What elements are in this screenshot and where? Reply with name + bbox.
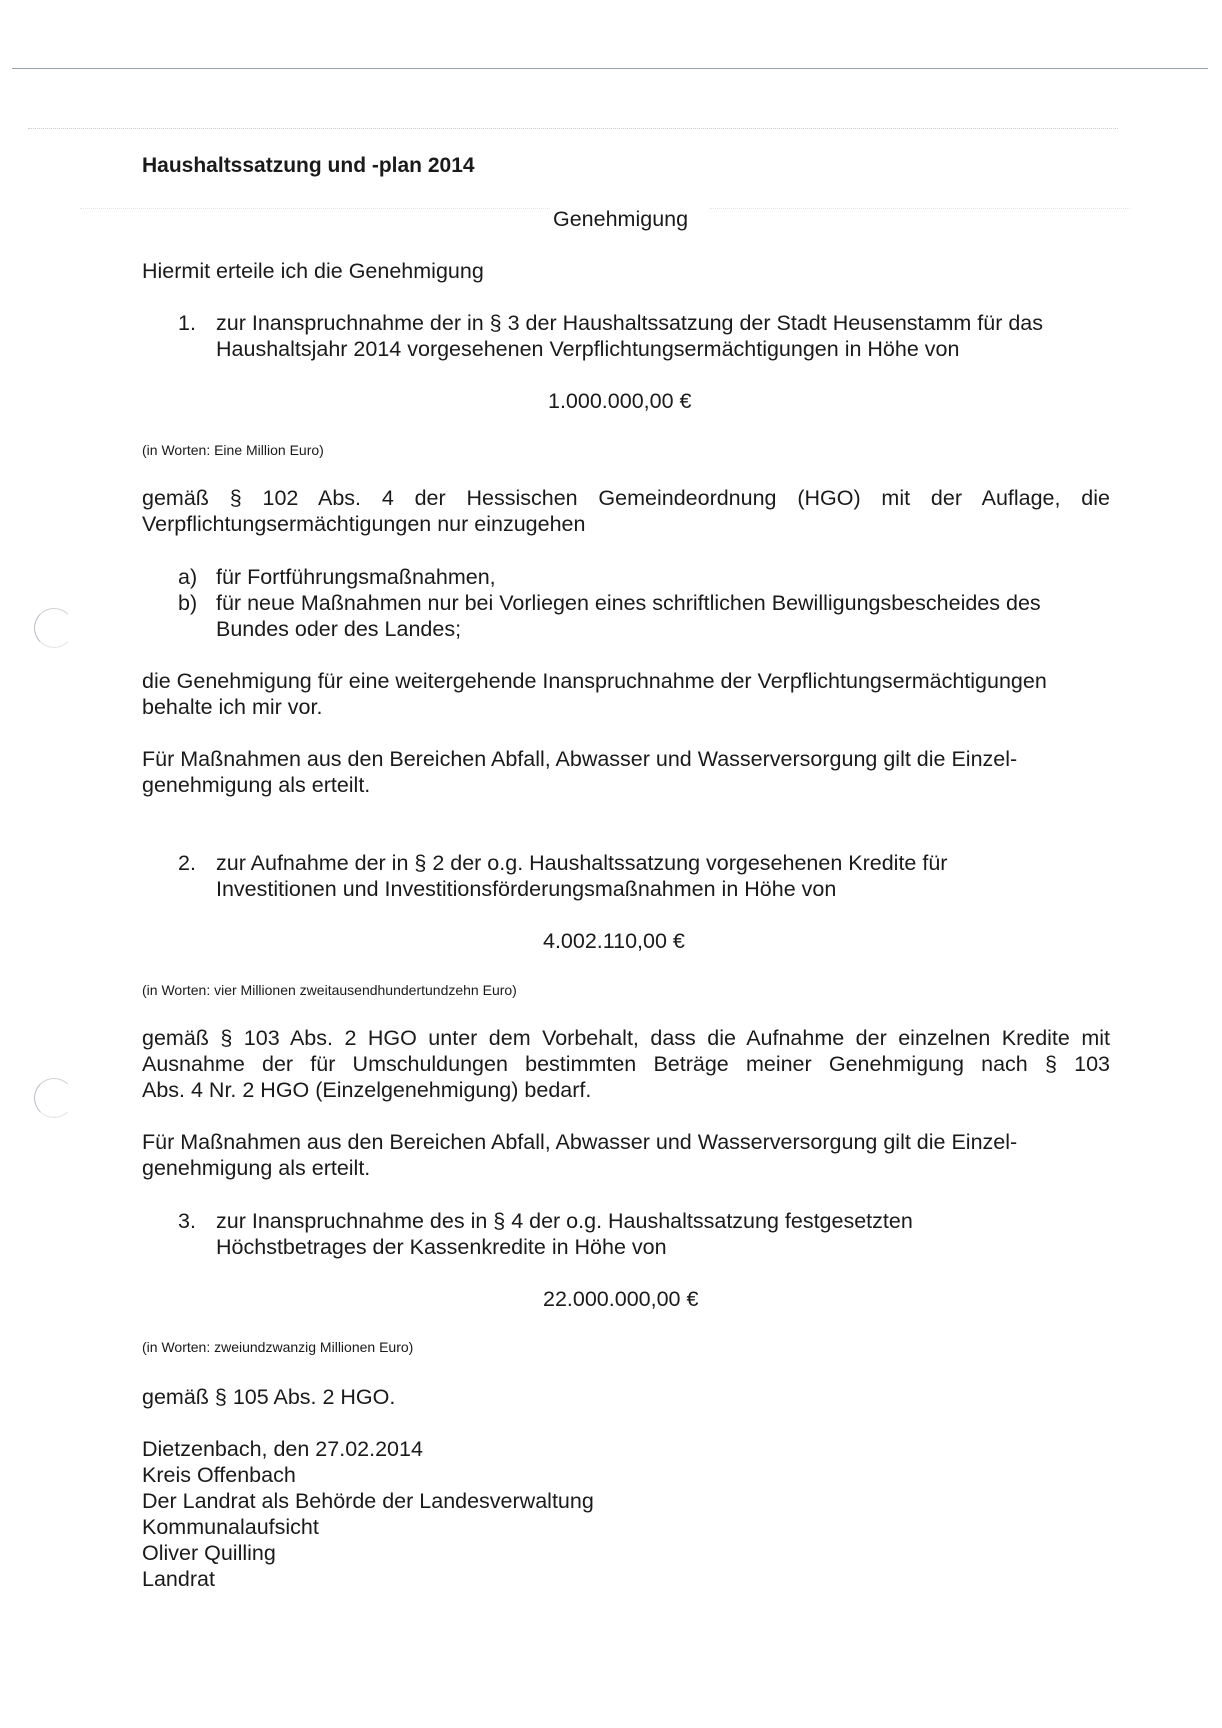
signature-district: Kreis Offenbach (142, 1463, 296, 1487)
item-1-number: 1. (178, 311, 196, 335)
signature-department: Kommunalaufsicht (142, 1515, 319, 1539)
punch-hole-lower (34, 1078, 74, 1118)
item-1-amount: 1.000.000,00 € (548, 389, 692, 413)
document-subheading: Genehmigung (553, 207, 689, 231)
waste-measures-text: Für Maßnahmen aus den Bereichen Abfall, Abwasser und Wasserversorgung gilt die Einzel- (142, 1130, 1018, 1154)
item-1-legal-text: gemäß § 102 Abs. 4 der Hessischen Gemeindeordnung (HGO) mit der Auflage, die (142, 486, 1110, 510)
waste-measures-text: genehmigung als erteilt. (142, 1156, 371, 1180)
item-2-number: 2. (178, 851, 196, 875)
item-3-number: 3. (178, 1209, 196, 1233)
item-3-in-words: (in Worten: zweiundzwanzig Millionen Euro) (142, 1339, 414, 1355)
item-2-legal-text: gemäß § 103 Abs. 2 HGO unter dem Vorbehalt, dass die Aufnahme der einzelnen Kredite mit (142, 1026, 1110, 1050)
item-1-in-words: (in Worten: Eine Million Euro) (142, 442, 324, 458)
item-1-line: Haushaltsjahr 2014 vorgesehenen Verpflichtungsermächtigungen in Höhe von (216, 337, 960, 361)
signature-title: Landrat (142, 1567, 215, 1591)
item-2-legal-text: Abs. 4 Nr. 2 HGO (Einzelgenehmigung) bedarf. (142, 1078, 592, 1102)
punch-hole-upper (34, 608, 74, 648)
scan-artifact-line (28, 128, 1118, 129)
item-2-line: zur Aufnahme der in § 2 der o.g. Haushaltssatzung vorgesehenen Kredite für (216, 851, 948, 875)
reservation-text: die Genehmigung für eine weitergehende Inanspruchnahme der Verpflichtungsermächtigungen (142, 669, 1047, 693)
scan-artifact-line (710, 208, 1130, 209)
signature-name: Oliver Quilling (142, 1541, 276, 1565)
item-2-amount: 4.002.110,00 € (543, 929, 685, 953)
waste-measures-text: genehmigung als erteilt. (142, 773, 371, 797)
item-3-amount: 22.000.000,00 € (543, 1287, 699, 1311)
item-2-line: Investitionen und Investitionsförderungsmaßnahmen in Höhe von (216, 877, 837, 901)
waste-measures-text: Für Maßnahmen aus den Bereichen Abfall, Abwasser und Wasserversorgung gilt die Einzel- (142, 747, 1018, 771)
sub-item-b-text: Bundes oder des Landes; (216, 617, 462, 641)
sub-item-b-marker: b) (178, 591, 198, 615)
top-rule (12, 68, 1208, 69)
sub-item-b-text: für neue Maßnahmen nur bei Vorliegen eines schriftlichen Bewilligungsbescheides des (216, 591, 1041, 615)
item-1-legal-text: Verpflichtungsermächtigungen nur einzugehen (142, 512, 586, 536)
item-3-legal-text: gemäß § 105 Abs. 2 HGO. (142, 1385, 396, 1409)
reservation-text: behalte ich mir vor. (142, 695, 323, 719)
item-1-line: zur Inanspruchnahme der in § 3 der Haushaltssatzung der Stadt Heusenstamm für das (216, 311, 1044, 335)
sub-item-a-text: für Fortführungsmaßnahmen, (216, 565, 496, 589)
signature-place-date: Dietzenbach, den 27.02.2014 (142, 1437, 423, 1461)
document-heading: Haushaltssatzung und -plan 2014 (142, 154, 475, 177)
scan-artifact-line (80, 208, 550, 209)
intro-text: Hiermit erteile ich die Genehmigung (142, 259, 484, 283)
item-3-line: zur Inanspruchnahme des in § 4 der o.g. Haushaltssatzung festgesetzten (216, 1209, 913, 1233)
item-2-legal-text: Ausnahme der für Umschuldungen bestimmten Beträge meiner Genehmigung nach § 103 (142, 1052, 1110, 1076)
signature-authority: Der Landrat als Behörde der Landesverwaltung (142, 1489, 594, 1513)
sub-item-a-marker: a) (178, 565, 198, 589)
item-2-in-words: (in Worten: vier Millionen zweitausendhundertundzehn Euro) (142, 982, 517, 998)
item-3-line: Höchstbetrages der Kassenkredite in Höhe von (216, 1235, 667, 1259)
